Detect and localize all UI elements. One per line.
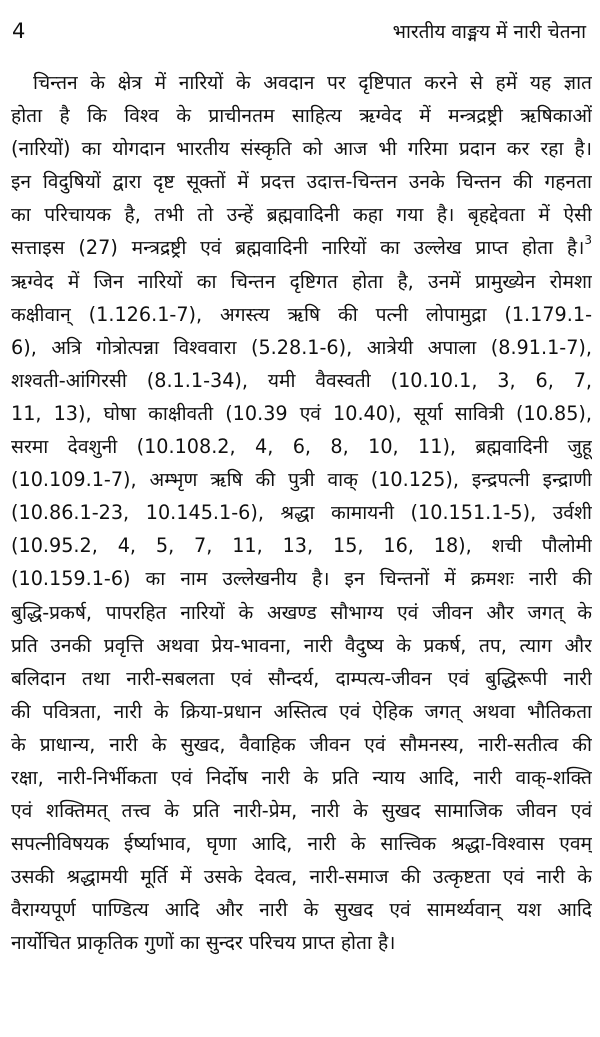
paragraph-line: बलिदान तथा नारी-सबलता एवं सौन्दर्य, दाम्पत्य-जीवन एवं बुद्धिरूपी नारी [11, 666, 592, 690]
paragraph-line: 6), अत्रि गोत्रोत्पन्ना विश्ववारा (5.28.1-6), आत्रेयी अपाला (8.91.1-7), [11, 335, 592, 359]
body-paragraph [11, 66, 592, 960]
paragraph-line-with-footnote [11, 231, 592, 264]
paragraph-line: का परिचायक है, तभी तो उन्हें ब्रह्मवादिनी कहा गया है। बृहद्देवता में ऐसी [11, 203, 592, 227]
page-number: 4 [12, 19, 26, 43]
paragraph-line: सरमा देवशुनी (10.108.2, 4, 6, 8, 10, 11), ब्रह्मवादिनी जुहू [11, 435, 592, 459]
paragraph-line: (10.95.2, 4, 5, 7, 11, 13, 15, 16, 18), शची पौलोमी [11, 534, 592, 558]
paragraph-line: (नारियों) का योगदान भारतीय संस्कृति को आज भी गरिमा प्रदान कर रहा है। [11, 137, 592, 161]
paragraph-line: प्रति उनकी प्रवृत्ति अथवा प्रेय-भावना, नारी वैदुष्य के प्रकर्ष, तप, त्याग और [11, 633, 592, 657]
paragraph-line: सपत्नीविषयक ईर्ष्याभाव, घृणा आदि, नारी के सात्त्विक श्रद्धा-विश्वास एवम् [11, 832, 592, 856]
paragraph-line: चिन्तन के क्षेत्र में नारियों के अवदान पर दृष्टिपात करने से हमें यह ज्ञात [33, 71, 592, 94]
footnote-marker[interactable]: 3 [584, 233, 592, 248]
paragraph-line: की पवित्रता, नारी के क्रिया-प्रधान अस्तित्व एवं ऐहिक जगत् अथवा भौतिकता [11, 699, 592, 723]
paragraph-line: होता है कि विश्व के प्राचीनतम साहित्य ऋग्वेद में मन्त्रद्रष्ट्री ऋषिकाओं [11, 104, 592, 128]
paragraph-line: बुद्धि-प्रकर्ष, पापरहित नारियों के अखण्ड सौभाग्य एवं जीवन और जगत् के [11, 600, 592, 624]
paragraph-line: (10.159.1-6) का नाम उल्लेखनीय है। इन चिन्तनों में क्रमशः नारी की [11, 567, 592, 591]
paragraph-line: नार्योचित प्राकृतिक गुणों का सुन्दर परिचय प्राप्त होता है। [11, 931, 396, 955]
paragraph-line: (10.109.1-7), अम्भृण ऋषि की पुत्री वाक् (10.125), इन्द्रपत्नी इन्द्राणी [11, 468, 592, 492]
paragraph-line: कक्षीवान् (1.126.1-7), अगस्त्य ऋषि की पत्नी लोपामुद्रा (1.179.1- [11, 302, 592, 326]
page-header [12, 18, 586, 48]
paragraph-line: एवं शक्तिमत् तत्त्व के प्रति नारी-प्रेम, नारी के सुखद सामाजिक जीवन एवं [11, 799, 592, 823]
paragraph-line: इन विदुषियों द्वारा दृष्ट सूक्तों में प्रदत्त उदात्त-चिन्तन उनके चिन्तन की गहनता [11, 170, 592, 194]
paragraph-line: 11, 13), घोषा काक्षीवती (10.39 एवं 10.40), सूर्या सावित्री (10.85), [11, 401, 592, 425]
paragraph-line: के प्राधान्य, नारी के सुखद, वैवाहिक जीवन एवं सौमनस्य, नारी-सतीत्व की [11, 732, 592, 756]
paragraph-line-text: सत्ताइस (27) मन्त्रद्रष्ट्री एवं ब्रह्मवादिनी नारियों का उल्लेख प्राप्त होता है। [11, 236, 585, 260]
paragraph-line: ऋग्वेद में जिन नारियों का चिन्तन दृष्टिगत होता है, उनमें प्रामुख्येन रोमशा [11, 269, 592, 293]
paragraph-line: वैराग्यपूर्ण पाण्डित्य आदि और नारी के सुखद एवं सामर्थ्यवान् यश आदि [11, 898, 592, 922]
paragraph-line: उसकी श्रद्धामयी मूर्ति में उसके देवत्व, नारी-समाज की उत्कृष्टता एवं नारी के [11, 865, 592, 889]
paragraph-line: शश्वती-आंगिरसी (8.1.1-34), यमी वैवस्वती (10.10.1, 3, 6, 7, [11, 368, 592, 392]
running-title: भारतीय वाङ्मय में नारी चेतना [392, 21, 586, 43]
paragraph-line: रक्षा, नारी-निर्भीकता एवं निर्दोष नारी के प्रति न्याय आदि, नारी वाक्-शक्ति [11, 765, 592, 789]
paragraph-line: (10.86.1-23, 10.145.1-6), श्रद्धा कामायनी (10.151.1-5), उर्वशी [11, 501, 592, 525]
